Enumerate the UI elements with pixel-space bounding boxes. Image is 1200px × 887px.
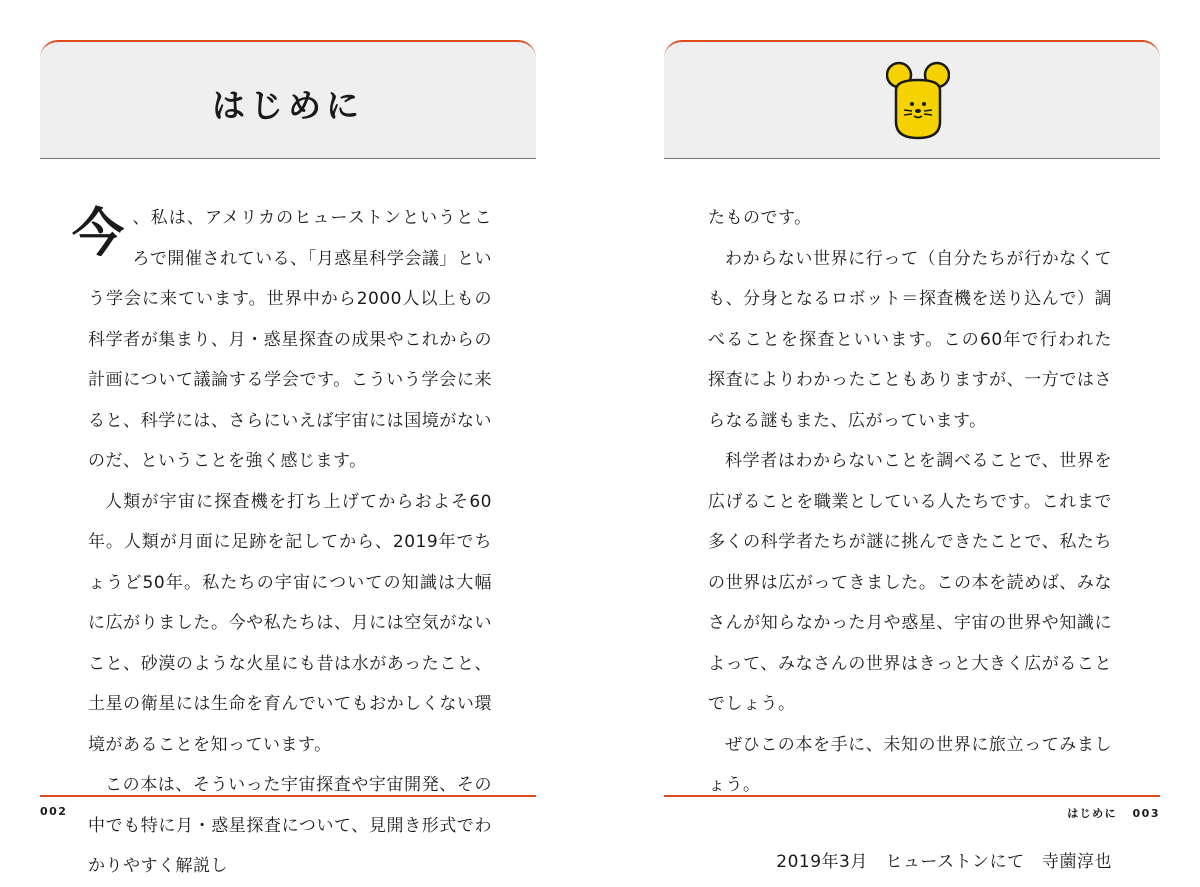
left-page — [0, 0, 600, 876]
right-page — [600, 0, 1200, 872]
paragraph — [72, 198, 492, 482]
chapter-title: はじめに — [212, 86, 364, 125]
paragraph: わからない世界に行って（自分たちが行かなくても、分身となるロボット＝探査機を送り込んで）調べることを探査といいます。この60年で行われた探査によりわかったこともありますが、一方ではさらなる謎もまた、広がっています。 — [708, 248, 1112, 431]
chapter-header — [40, 40, 536, 159]
footer-rule — [40, 795, 536, 797]
paragraph: 科学者はわからないことを調べることで、世界を広げることを職業としている人たちです。これまで多くの科学者たちが謎に挑んできたことで、私たちの世界は広がってきました。この本を読めば、みなさんが知らなかった月や惑星、宇宙の世界や知識によって、みなさんの世界はきっと大きく広がることでしょう。 — [708, 451, 1112, 714]
signature: 2019年3月 ヒューストンにて 寺薗淳也 — [776, 851, 1112, 872]
yellow-mouse-mascot-icon — [886, 60, 950, 142]
body-text — [72, 198, 492, 887]
drop-cap: 今 — [72, 204, 125, 264]
folio-block — [1057, 805, 1160, 821]
paragraph: ぜひこの本を手に、未知の世界に旅立ってみましょう。 — [708, 734, 1112, 795]
page-number: 003 — [1132, 807, 1160, 820]
paragraph-text: 、私は、アメリカのヒューストンというところで開催されている、「月惑星科学会議」という学会に来ています。世界中から2000人以上もの科学者が集まり、月・惑星探査の成果やこれからの計画について議論する学会です。こういう学会に来ると、科学には、さらにいえば宇宙には国境がないのだ、ということを強く感じます。 — [88, 208, 492, 471]
chapter-header — [664, 40, 1160, 159]
paragraph: この本は、そういった宇宙探査や宇宙開発、その中でも特に月・惑星探査について、見開き形式でわかりやすく解説し — [88, 775, 492, 876]
paragraph: たものです。 — [708, 208, 812, 228]
paragraph: 人類が宇宙に探査機を打ち上げてからおよそ60年。人類が月面に足跡を記してから、2019年でちょうど50年。私たちの宇宙についての知識は大幅に広がりました。今や私たちは、月には空気がないこと、砂漠のような火星にも昔は水があったこと、土星の衛星には生命を育んでいてもおかしくない環境があることを知っています。 — [88, 491, 492, 755]
page-number: 002 — [40, 805, 68, 818]
footer-rule — [664, 795, 1160, 797]
body-text — [708, 198, 1112, 882]
running-head: はじめに — [1067, 807, 1118, 820]
